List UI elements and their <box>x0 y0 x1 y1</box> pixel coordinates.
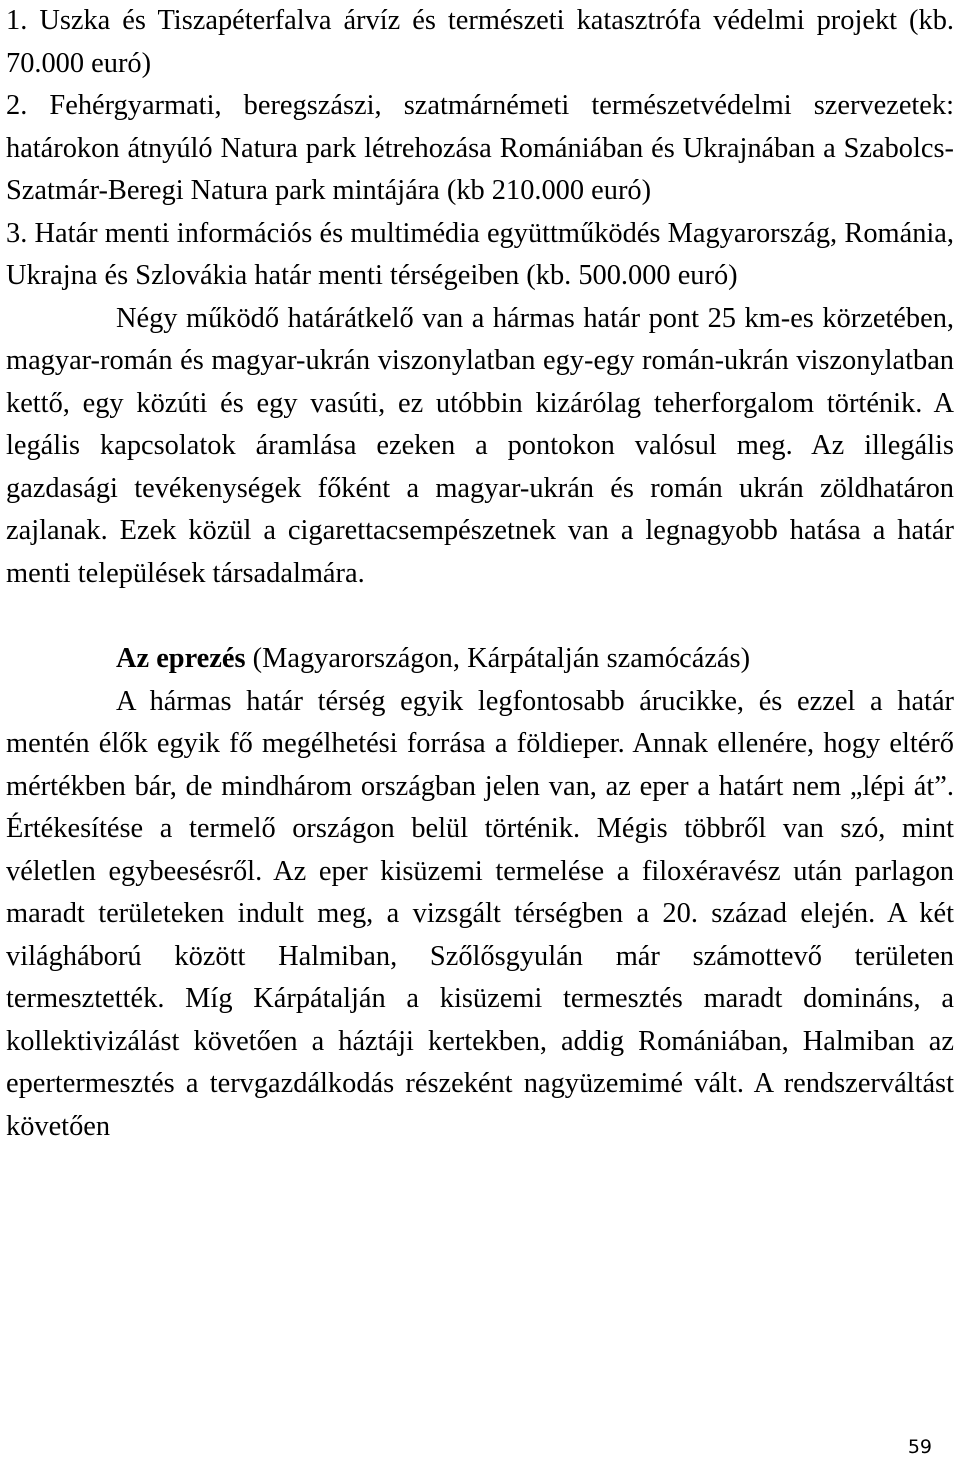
list-number: 2. <box>6 90 28 121</box>
document-page <box>6 0 954 1148</box>
list-text: Határ menti információs és multimédia együttműködés Magyarország, Románia, Ukrajna és Szlovákia határ menti térségeiben (kb. 500.000 euró) <box>6 217 954 291</box>
page-number: 59 <box>907 1436 932 1458</box>
paragraph-strawberry: A hármas határ térség egyik legfontosabb árucikke, és ezzel a határ mentén élők egyik fő megélhetési forrása a földieper. Annak ellenére, hogy eltérő mértékben bár, de mindhárom országban jelen van, az eper a határt nem „lépi át”. Értékesítése a termelő országon belül történik. Mégis többről van szó, mint véletlen egybeesésről. Az eper kisüzemi termelése a filoxéravész után parlagon maradt területeken indult meg, a vizsgált térségben a 20. század elején. A két világháború között Halmiban, Szőlősgyulán már számottevő területen termesztették. Míg Kárpátalján a kisüzemi termesztés maradt domináns, a kollektivizálást követően a háztáji kertekben, addig Romániában, Halmiban az epertermesztés a tervgazdálkodás részeként nagyüzemimé vált. A rendszerváltást követően <box>6 685 954 1142</box>
list-text: Uszka és Tiszapéterfalva árvíz és természeti katasztrófa védelmi projekt (kb. 70.000 euró) <box>6 5 954 79</box>
list-item-3 <box>6 213 954 298</box>
section-heading <box>6 638 954 681</box>
paragraph-border-crossings: Négy működő határátkelő van a hármas határ pont 25 km-es körzetében, magyar-román és magyar-ukrán viszonylatban egy-egy román-ukrán viszonylatban kettő, egy közúti és egy vasúti, ez utóbbin kizárólag teherforgalom történik. A legális kapcsolatok áramlása ezeken a pontokon valósul meg. Az illegális gazdasági tevékenységek főként a magyar-ukrán és román ukrán zöldhatáron zajlanak. Ezek közül a cigarettacsempészetnek van a legnagyobb hatása a határ menti települések társadalmára. <box>6 302 954 589</box>
list-item-1 <box>6 0 954 85</box>
section-heading-bold: Az eprezés <box>116 643 246 674</box>
list-number: 1. <box>6 5 28 36</box>
section-heading-normal: (Magyarországon, Kárpátalján szamócázás) <box>245 643 751 674</box>
list-number: 3. <box>6 217 28 249</box>
list-text: Fehérgyarmati, beregszászi, szatmárnémeti természetvédelmi szervezetek: határokon átnyúló Natura park létrehozása Romániában és Ukrajnában a Szabolcs-Szatmár-Beregi Natura park mintájára (kb 210.000 euró) <box>6 90 954 206</box>
list-item-2 <box>6 85 954 213</box>
